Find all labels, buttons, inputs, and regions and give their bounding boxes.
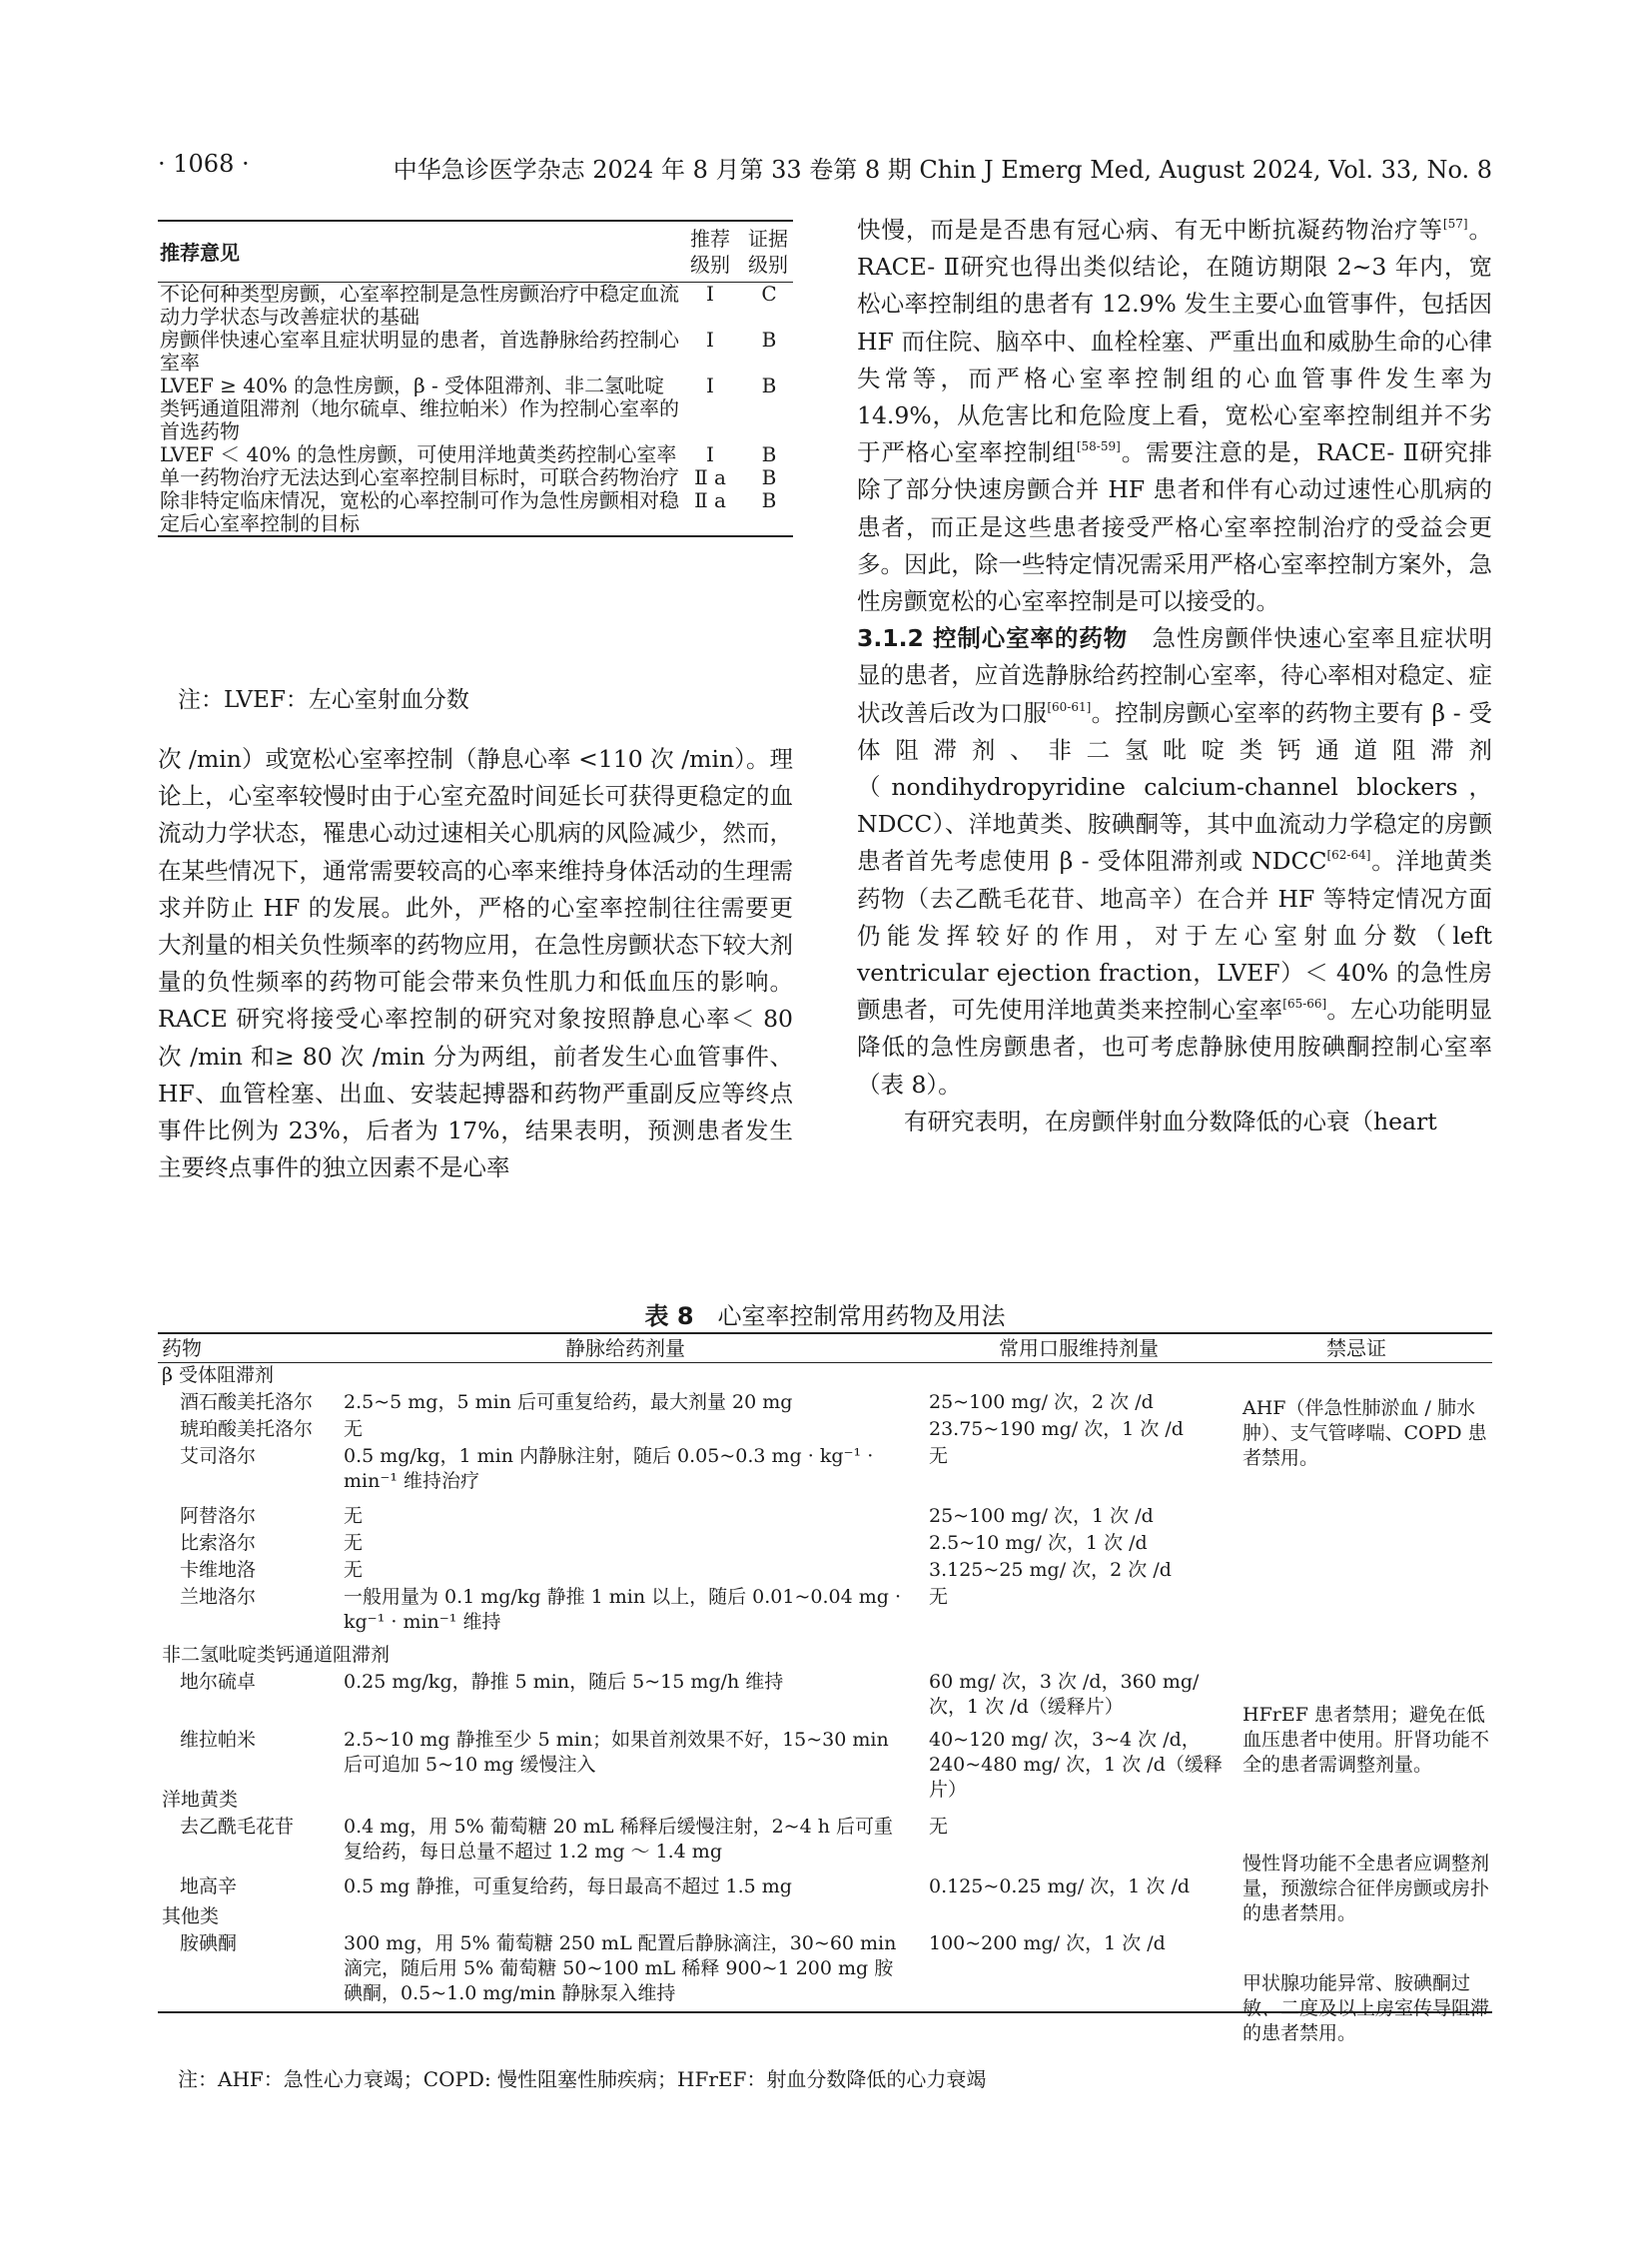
header-contraindication: 禁忌证 — [1326, 1336, 1386, 1360]
contraindication-other: 甲状腺功能异常、胺碘酮过敏、二度及以上房室传导阻滞的患者禁用。 — [1242, 1972, 1490, 2044]
drug-category: 其他类 — [162, 1905, 220, 1927]
recommendation-row — [158, 374, 793, 443]
header-iv-dose: 静脉给药剂量 — [565, 1336, 685, 1360]
oral-dose: 0.125~0.25 mg/ 次，1 次 /d — [929, 1875, 1191, 1897]
body-text: 。RACE- Ⅱ研究也得出类似结论，在随访期限 2~3 年内，宽松心率控制组的患者有 12.9% 发生主要心血管事件，包括因 HF 而住院、脑卒中、血栓栓塞、严重出血和威胁生命的心律失常等，而严格心室率控制组的心血管事件发生率为 14.9%，从危害比和危险度上看，宽松心室率控制组并不劣于严格心室率控制组 — [857, 216, 1493, 467]
citation: [58-59] — [1076, 439, 1121, 454]
header-oral-dose: 常用口服维持剂量 — [999, 1336, 1159, 1360]
header-recommendation: 推荐意见 — [160, 241, 240, 265]
drug-name: 比索洛尔 — [180, 1532, 257, 1554]
oral-dose: 25~100 mg/ 次，2 次 /d — [929, 1391, 1154, 1413]
contraindication-beta-blockers: AHF（伴急性肺淤血 / 肺水肿）、支气管哮喘、COPD 患者禁用。 — [1242, 1397, 1487, 1469]
table-title — [158, 1296, 1492, 1331]
iv-dose: 0.5 mg 静推，可重复给药，每日最高不超过 1.5 mg — [344, 1875, 792, 1897]
body-paragraph: 有研究表明，在房颤伴射血分数降低的心衰（heart — [904, 1107, 1437, 1135]
iv-dose: 无 — [344, 1418, 364, 1440]
header-level: 推荐级别 — [690, 227, 730, 277]
left-column — [158, 741, 793, 1186]
recommendation-level: Ⅱ a — [694, 465, 726, 489]
drug-name: 卡维地洛 — [180, 1559, 257, 1581]
body-text: 。需要注意的是，RACE- Ⅱ研究排除了部分快速房颤合并 HF 患者和伴有心动过速性心肌病的患者，而正是这些患者接受严格心室率控制治疗的受益会更多。因此，除一些特定情况需采用严格心室率控制方案外，急性房颤宽松的心室率控制是可以接受的。 — [857, 438, 1493, 616]
oral-dose: 无 — [929, 1445, 949, 1467]
evidence-level: B — [761, 442, 777, 466]
section-heading: 3.1.2 控制心室率的药物 — [857, 624, 1129, 653]
oral-dose: 无 — [929, 1586, 949, 1608]
drug-name: 兰地洛尔 — [180, 1586, 257, 1608]
drug-name: 艾司洛尔 — [180, 1445, 257, 1467]
citation: [57] — [1442, 217, 1468, 231]
evidence-level: B — [761, 328, 777, 352]
recommendation-table — [158, 220, 793, 537]
recommendation-level: Ⅱ a — [694, 488, 726, 512]
drug-name: 胺碘酮 — [180, 1932, 238, 1954]
recommendation-table-note: 注：LVEF：左心室射血分数 — [178, 687, 469, 713]
body-paragraph: 次 /min）或宽松心室率控制（静息心率 <110 次 /min）。理论上，心室率较慢时由于心室充盈时间延长可获得更稳定的血流动力学状态，罹患心动过速相关心肌病的风险减少，然而，在某些情况下，通常需要较高的心率来维持身体活动的生理需求并防止 HF 的发展。此外，严格的心室率控制往往需要更大剂量的相关负性频率的药物应用，在急性房颤状态下较大剂量的负性频率的药物可能会带来负性肌力和低血压的影响。RACE 研究将接受心率控制的研究对象按照静息心率＜ 80 次 /min 和≥ 80 次 /min 分为两组，前者发生心血管事件、HF、血管栓塞、出血、安装起搏器和药物严重副反应等终点事件比例为 23%，后者为 17%，结果表明，预测患者发生主要终点事件的独立因素不是心率 — [158, 745, 793, 1182]
citation: [62-64] — [1326, 848, 1371, 863]
drug-name: 地尔硫卓 — [180, 1671, 257, 1693]
recommendation-text: 除非特定临床情况，宽松的心率控制可作为急性房颤相对稳定后心室率控制的目标 — [160, 488, 679, 535]
contraindication-ndcc: HFrEF 患者禁用；避免在低血压患者中使用。肝肾功能不全的患者需调整剂量。 — [1242, 1704, 1490, 1776]
iv-dose: 无 — [344, 1532, 364, 1554]
journal-citation: 中华急诊医学杂志 2024 年 8 月第 33 卷第 8 期 Chin J Emerg Med, August 2024, Vol. 33, No. 8 — [393, 156, 1492, 184]
iv-dose: 300 mg，用 5% 葡萄糖 250 mL 配置后静脉滴注，30~60 min 滴完，随后用 5% 葡萄糖 50~100 mL 稀释 900~1 200 mg 胺碘酮，0.5~1.0 mg/min 静脉泵入维持 — [344, 1932, 897, 2004]
drug-name: 维拉帕米 — [180, 1729, 257, 1751]
page-number: · 1068 · — [158, 150, 250, 178]
recommendation-text: LVEF ≥ 40% 的急性房颤，β - 受体阻滞剂、非二氢吡啶类钙通道阻滞剂（地尔硫卓、维拉帕米）作为控制心室率的首选药物 — [160, 374, 679, 443]
page-header — [158, 146, 1492, 186]
recommendation-text: LVEF ＜ 40% 的急性房颤，可使用洋地黄类药控制心室率 — [160, 442, 677, 466]
header-evidence: 证据级别 — [748, 227, 788, 277]
oral-dose: 3.125~25 mg/ 次，2 次 /d — [929, 1559, 1172, 1581]
recommendation-level: Ⅰ — [706, 328, 714, 352]
oral-dose: 2.5~10 mg/ 次，1 次 /d — [929, 1532, 1148, 1554]
recommendation-table-header — [158, 222, 793, 283]
oral-dose: 无 — [929, 1816, 949, 1838]
oral-dose: 100~200 mg/ 次，1 次 /d — [929, 1932, 1166, 1954]
recommendation-level: Ⅰ — [706, 442, 714, 466]
recommendation-row — [158, 443, 793, 466]
recommendation-row — [158, 489, 793, 535]
oral-dose: 25~100 mg/ 次，1 次 /d — [929, 1505, 1154, 1527]
evidence-level: B — [761, 374, 777, 397]
drug-category: 洋地黄类 — [162, 1789, 239, 1811]
citation: [65-66] — [1282, 997, 1327, 1012]
iv-dose: 0.25 mg/kg，静推 5 min，随后 5~15 mg/h 维持 — [344, 1671, 784, 1693]
body-text: 。左心功能明显降低的急性房颤患者，也可考虑静脉使用胺碘酮控制心室率（表 8）。 — [857, 996, 1493, 1099]
iv-dose: 0.4 mg，用 5% 葡萄糖 20 mL 稀释后缓慢注射，2~4 h 后可重复给药，每日总量不超过 1.2 mg ～ 1.4 mg — [344, 1816, 893, 1863]
iv-dose: 0.5 mg/kg，1 min 内静脉注射，随后 0.05~0.3 mg · kg⁻¹ · min⁻¹ 维持治疗 — [344, 1445, 874, 1492]
recommendation-text: 不论何种类型房颤，心室率控制是急性房颤治疗中稳定血流动力学状态与改善症状的基础 — [160, 282, 679, 329]
recommendation-level: Ⅰ — [706, 282, 714, 306]
citation: [60-61] — [1047, 699, 1092, 714]
evidence-level: B — [761, 488, 777, 512]
oral-dose: 23.75~190 mg/ 次，1 次 /d — [929, 1418, 1184, 1440]
drug-name: 琥珀酸美托洛尔 — [180, 1418, 314, 1440]
drug-name: 阿替洛尔 — [180, 1505, 257, 1527]
recommendation-text: 单一药物治疗无法达到心室率控制目标时，可联合药物治疗 — [160, 465, 679, 489]
recommendation-row — [158, 329, 793, 374]
iv-dose: 2.5~10 mg 静推至少 5 min；如果首剂效果不好，15~30 min 后可追加 5~10 mg 缓慢注入 — [344, 1729, 889, 1776]
body-text: 急性房颤伴快速心室率且症状明显的患者，应首选静脉给药控制心室率，待心率相对稳定、症状改善后改为口服 — [857, 624, 1492, 727]
right-column — [857, 212, 1492, 1140]
drug-name: 去乙酰毛花苷 — [180, 1816, 295, 1838]
body-text: 。洋地黄类药物（去乙酰毛花苷、地高辛）在合并 HF 等特定情况方面仍能发挥较好的作用，对于左心室射血分数（left ventricular ejection fraction，LVEF）＜ 40% 的急性房颤患者，可先使用洋地黄类来控制心室率 — [857, 847, 1492, 1025]
drug-table-note: 注：AHF：急性心力衰竭；COPD: 慢性阻塞性肺疾病；HFrEF：射血分数降低的心力衰竭 — [178, 2067, 987, 2091]
drug-name: 酒石酸美托洛尔 — [180, 1391, 314, 1413]
iv-dose: 一般用量为 0.1 mg/kg 静推 1 min 以上，随后 0.01~0.04 mg · kg⁻¹ · min⁻¹ 维持 — [344, 1586, 901, 1633]
body-text: 快慢，而是是否患有冠心病、有无中断抗凝药物治疗等 — [857, 216, 1443, 244]
recommendation-level: Ⅰ — [706, 374, 714, 397]
table-row — [158, 1531, 1492, 1558]
iv-dose: 无 — [344, 1505, 364, 1527]
iv-dose: 2.5~5 mg，5 min 后可重复给药，最大剂量 20 mg — [344, 1391, 793, 1413]
table-label: 表 8 — [644, 1302, 694, 1330]
body-text: 。控制房颤心室率的药物主要有 β - 受体阻滞剂、非二氢吡啶类钙通道阻滞剂（nondihydropyridine calcium-channel blockers，NDCC）、洋地黄类、胺碘酮等，其中血流动力学稳定的房颤患者首先考虑使用 β - 受体阻滞剂或 NDCC — [857, 698, 1493, 876]
evidence-level: C — [761, 282, 777, 306]
drug-table-header — [158, 1332, 1492, 1363]
table-caption: 心室率控制常用药物及用法 — [717, 1302, 1006, 1330]
contraindication-digitalis: 慢性肾功能不全患者应调整剂量，预激综合征伴房颤或房扑的患者禁用。 — [1242, 1853, 1490, 1924]
table-row — [158, 1585, 1492, 1643]
body-paragraph — [857, 620, 1492, 1104]
header-drug: 药物 — [162, 1336, 202, 1360]
evidence-level: B — [761, 465, 777, 489]
recommendation-row — [158, 466, 793, 489]
iv-dose: 无 — [344, 1559, 364, 1581]
recommendation-row — [158, 283, 793, 329]
table-row — [158, 1504, 1492, 1531]
recommendation-text: 房颤伴快速心室率且症状明显的患者，首选静脉给药控制心室率 — [160, 328, 679, 374]
drug-category: 非二氢吡啶类钙通道阻滞剂 — [162, 1644, 391, 1666]
table-row — [158, 1558, 1492, 1585]
drug-name: 地高辛 — [180, 1875, 238, 1897]
oral-dose: 40~120 mg/ 次，3~4 次 /d，240~480 mg/ 次，1 次 /d（缓释片） — [929, 1729, 1223, 1801]
drug-category: β 受体阻滞剂 — [162, 1364, 275, 1386]
oral-dose: 60 mg/ 次，3 次 /d，360 mg/ 次，1 次 /d（缓释片） — [929, 1671, 1200, 1718]
body-paragraph — [857, 212, 1492, 620]
